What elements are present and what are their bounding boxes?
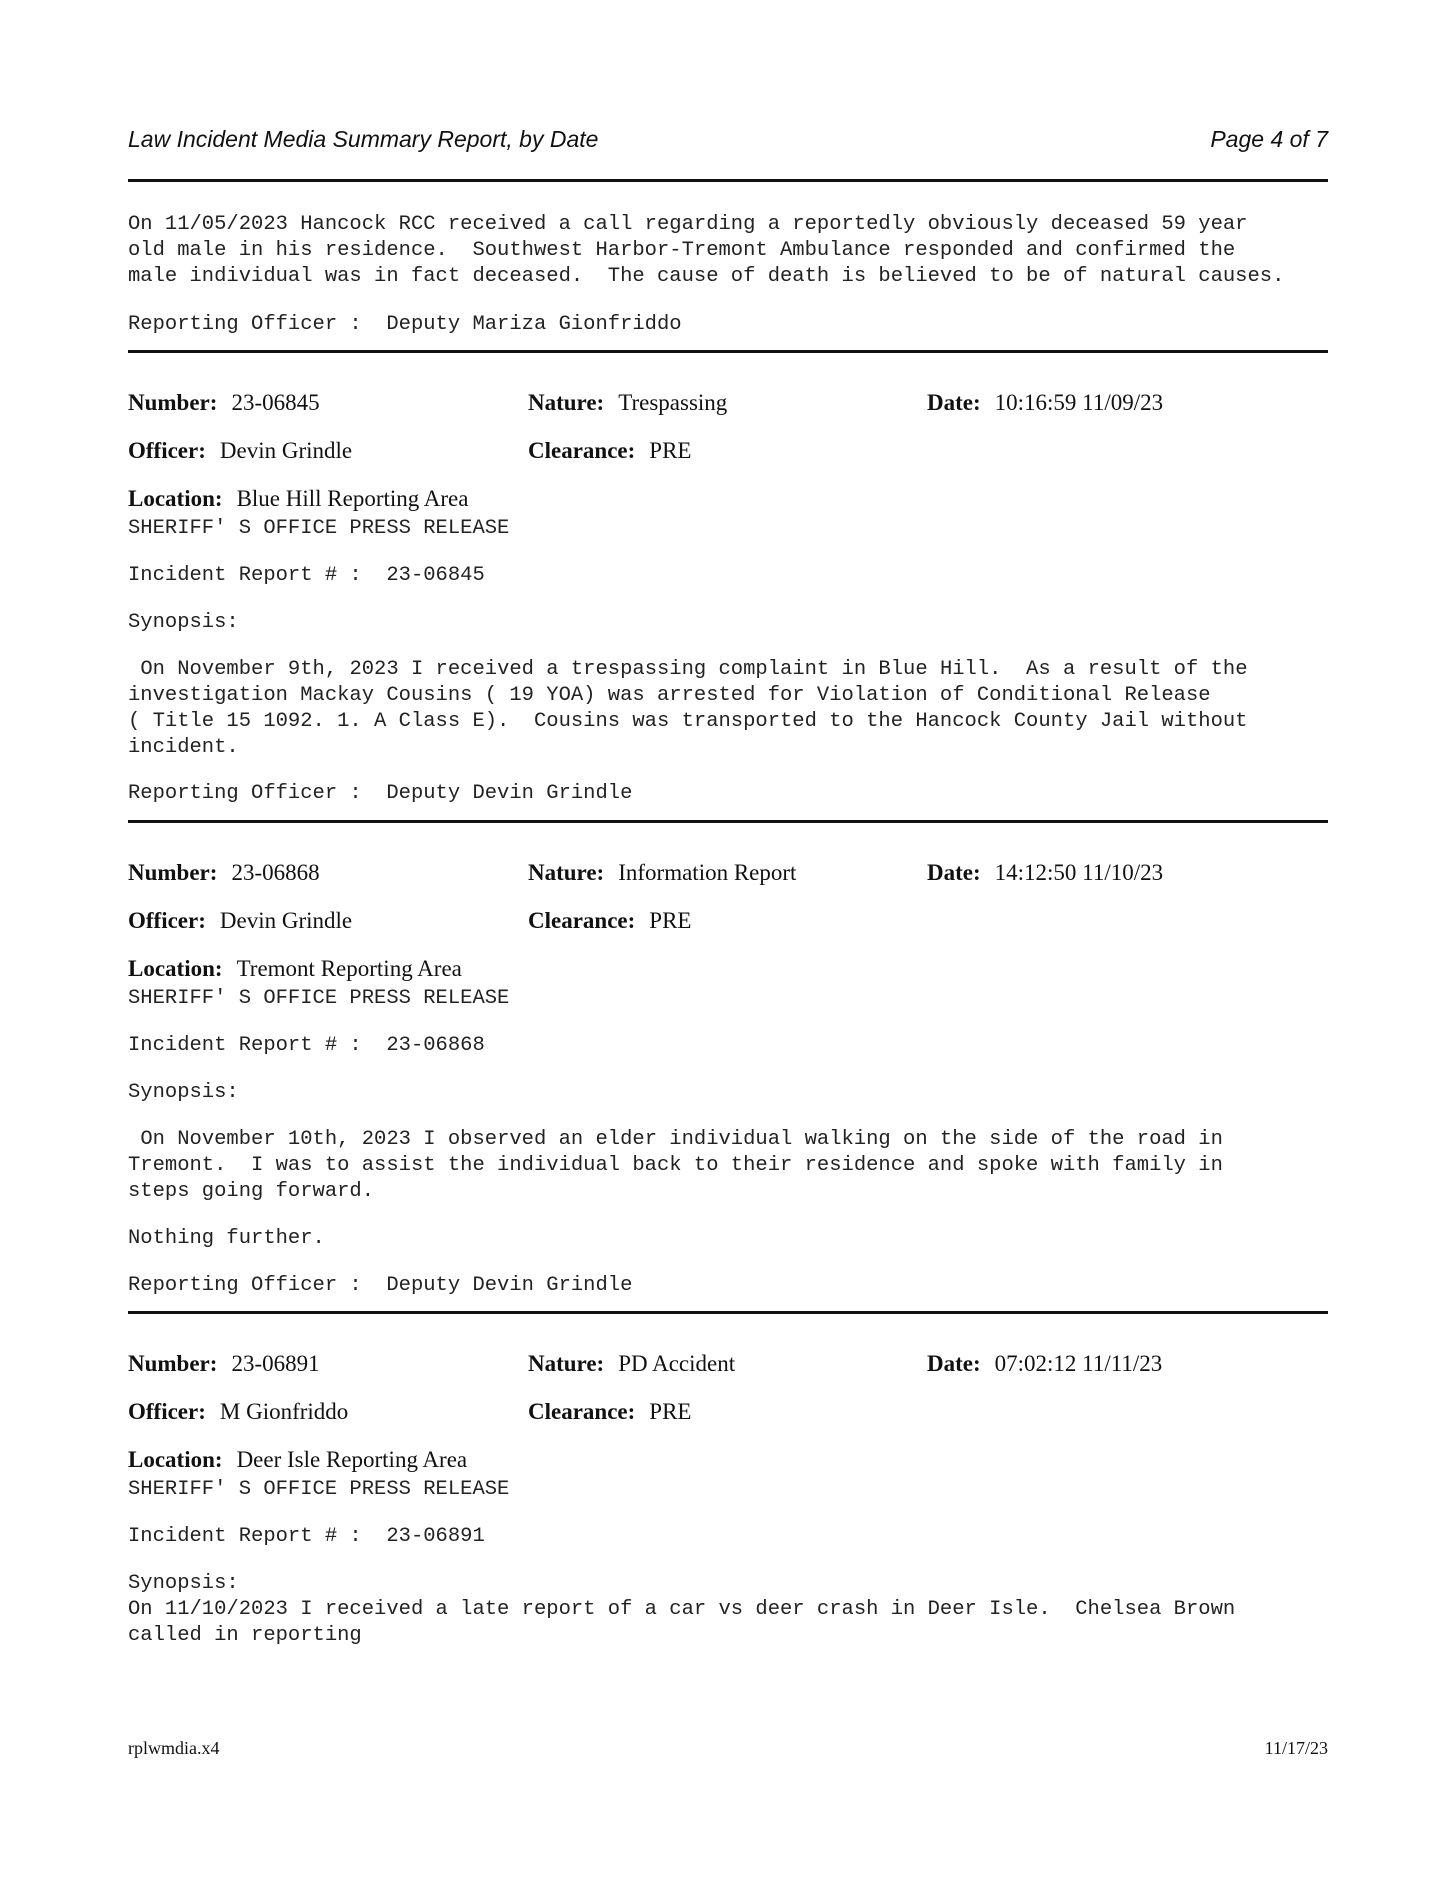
officer-field: Officer: Devin Grindle	[128, 438, 353, 463]
clearance-field: Clearance: PRE	[528, 908, 692, 933]
number-field: Number: 23-06891	[128, 1351, 320, 1376]
synopsis-label: Synopsis:	[128, 1572, 239, 1595]
incident-note: Nothing further.	[128, 1227, 325, 1250]
footer-report-code: rplwmdia.x4	[128, 1738, 220, 1758]
press-release-line: SHERIFF' S OFFICE PRESS RELEASE	[128, 1478, 510, 1501]
incident-location: Deer Isle Reporting Area	[236, 1447, 468, 1472]
number-field: Number: 23-06868	[128, 860, 320, 885]
header-divider	[128, 179, 1328, 182]
press-release-line: SHERIFF' S OFFICE PRESS RELEASE	[128, 517, 510, 540]
incident-clearance: PRE	[649, 438, 692, 463]
incident-3-row-2	[128, 1399, 1328, 1429]
officer-field: Officer: Devin Grindle	[128, 908, 353, 933]
incident-2-row-2	[128, 908, 1328, 938]
date-field: Date: 07:02:12 11/11/23	[927, 1351, 1163, 1376]
incident-officer: M Gionfriddo	[219, 1399, 349, 1424]
incident-date: 14:12:50 11/10/23	[994, 860, 1164, 885]
clearance-field: Clearance: PRE	[528, 1399, 692, 1424]
section-divider	[128, 820, 1328, 823]
synopsis-label: Synopsis:	[128, 1081, 239, 1104]
page-indicator: Page 4 of 7	[1210, 126, 1328, 152]
date-field: Date: 14:12:50 11/10/23	[927, 860, 1164, 885]
incident-officer: Devin Grindle	[219, 438, 353, 463]
incident-synopsis: On November 10th, 2023 I observed an elder individual walking on the side of the road in Tremont. I was to assist the individual back to their residence and spoke with family in steps going forward.	[128, 1128, 1223, 1203]
incident-report-number: Incident Report # : 23-06868	[128, 1034, 485, 1057]
incident-2-row-1	[128, 860, 1328, 890]
incident-3-location	[128, 1447, 1328, 1477]
incident-number: 23-06868	[231, 860, 320, 885]
incident-clearance: PRE	[649, 908, 692, 933]
report-title: Law Incident Media Summary Report, by Date	[128, 126, 599, 152]
incident-number: 23-06891	[231, 1351, 320, 1376]
officer-field: Officer: M Gionfriddo	[128, 1399, 349, 1424]
reporting-officer: Reporting Officer : Deputy Devin Grindle	[128, 1274, 633, 1297]
nature-field: Nature: Information Report	[528, 860, 797, 885]
incident-1-location	[128, 486, 1328, 516]
nature-field: Nature: Trespassing	[528, 390, 728, 415]
incident-number: 23-06845	[231, 390, 320, 415]
incident-clearance: PRE	[649, 1399, 692, 1424]
incident-nature: Trespassing	[618, 390, 728, 415]
date-field: Date: 10:16:59 11/09/23	[927, 390, 1164, 415]
clearance-field: Clearance: PRE	[528, 438, 692, 463]
incident-nature: Information Report	[618, 860, 797, 885]
report-page	[128, 0, 1328, 1884]
incident-date: 07:02:12 11/11/23	[994, 1351, 1163, 1376]
prior-reporting-officer: Reporting Officer : Deputy Mariza Gionfriddo	[128, 313, 682, 336]
incident-synopsis: On November 9th, 2023 I received a trespassing complaint in Blue Hill. As a result of the investigation Mackay Cousins ( 19 YOA) was arrested for Violation of Conditional Release ( Title 15 1092. 1. A Class E). Cousins was transported to the Hancock County Jail without incident.	[128, 658, 1248, 759]
incident-2-location	[128, 956, 1328, 986]
section-divider	[128, 1311, 1328, 1314]
footer-print-date: 11/17/23	[1264, 1738, 1328, 1758]
incident-date: 10:16:59 11/09/23	[994, 390, 1164, 415]
prior-synopsis: On 11/05/2023 Hancock RCC received a call regarding a reportedly obviously deceased 59 year old male in his residence. Southwest Harbor-Tremont Ambulance responded and confirmed the male individual was in fact deceased. The cause of death is believed to be of natural causes.	[128, 213, 1285, 288]
incident-3-row-1	[128, 1351, 1328, 1381]
press-release-line: SHERIFF' S OFFICE PRESS RELEASE	[128, 987, 510, 1010]
location-field: Location: Deer Isle Reporting Area	[128, 1447, 468, 1472]
incident-nature: PD Accident	[618, 1351, 736, 1376]
incident-officer: Devin Grindle	[219, 908, 353, 933]
incident-report-number: Incident Report # : 23-06845	[128, 564, 485, 587]
incident-1-row-2	[128, 438, 1328, 468]
nature-field: Nature: PD Accident	[528, 1351, 736, 1376]
incident-report-number: Incident Report # : 23-06891	[128, 1525, 485, 1548]
location-field: Location: Tremont Reporting Area	[128, 956, 462, 981]
incident-1-row-1	[128, 390, 1328, 420]
incident-location: Blue Hill Reporting Area	[236, 486, 469, 511]
incident-location: Tremont Reporting Area	[236, 956, 462, 981]
reporting-officer: Reporting Officer : Deputy Devin Grindle	[128, 782, 633, 805]
synopsis-label: Synopsis:	[128, 611, 239, 634]
location-field: Location: Blue Hill Reporting Area	[128, 486, 469, 511]
incident-synopsis: On 11/10/2023 I received a late report of a car vs deer crash in Deer Isle. Chelsea Brown called in reporting	[128, 1598, 1236, 1647]
number-field: Number: 23-06845	[128, 390, 320, 415]
section-divider	[128, 350, 1328, 353]
